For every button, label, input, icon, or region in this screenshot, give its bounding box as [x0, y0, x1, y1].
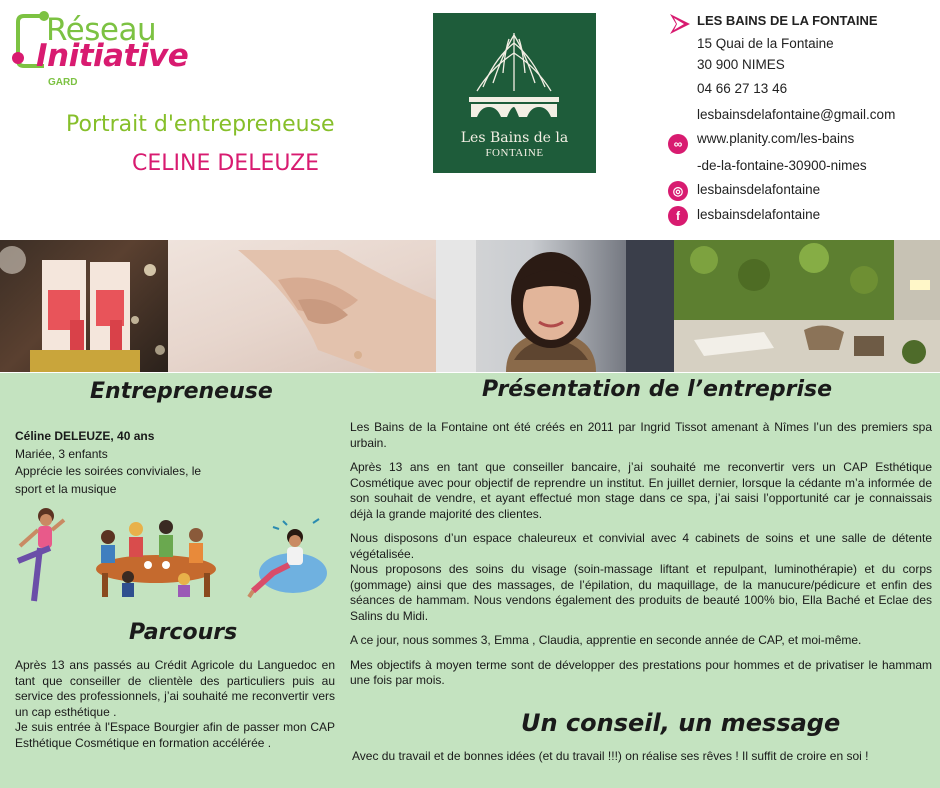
instagram-handle[interactable]: lesbainsdelafontaine — [697, 182, 821, 197]
relaxing-woman-illustration — [243, 515, 329, 599]
website-link-part1[interactable]: www.planity.com/les-bains — [697, 131, 855, 146]
fountain-icon — [433, 13, 596, 128]
content-panel — [0, 373, 940, 788]
parcours-paragraph1: Après 13 ans passés au Crédit Agricole du Languedoc en tant que conseiller de clientèle des particuliers puis au service des professionnels, j’ai souhaité me reconvertir vers un cap esthétique . — [15, 658, 335, 719]
conseil-message: Avec du travail et de bonnes idées (et du travail !!!) on réalise ses rêves ! Il suffit de croire en soi ! — [352, 749, 869, 763]
presentation-text — [350, 420, 932, 689]
portrait-title: Portrait d'entrepreneuse — [66, 112, 335, 137]
fitness-woman-illustration — [10, 506, 74, 606]
facebook-icon: f — [668, 206, 688, 226]
logo-text-initiative: Initiative — [36, 38, 189, 74]
facebook-handle[interactable]: lesbainsdelafontaine — [697, 207, 821, 222]
products-photo — [0, 240, 168, 372]
email-link[interactable]: lesbainsdelafontaine@gmail.com — [697, 107, 896, 122]
website-link-part2[interactable]: -de-la-fontaine-30900-nimes — [697, 158, 867, 173]
photo-strip — [0, 240, 940, 372]
logo-text-reseau: Réseau — [46, 12, 157, 48]
arrow-right-icon — [668, 13, 692, 35]
presentation-paragraph6: Mes objectifs à moyen terme sont de développer des prestations pour hommes et de privatiser le hammam une fois par mois. — [350, 657, 932, 687]
portrait-photo — [436, 240, 674, 372]
reseau-initiative-logo — [10, 8, 210, 98]
instagram-icon: ◎ — [668, 181, 688, 201]
brand-line2: FONTAINE — [485, 147, 544, 159]
link-icon: ∞ — [668, 134, 688, 154]
presentation-paragraph3: Nous disposons d’un espace chaleureux et convivial avec 4 cabinets de soins et une salle de détente végétalisée. — [350, 531, 932, 561]
friends-dinner-illustration — [88, 515, 223, 599]
spa-room-photo — [674, 240, 940, 372]
bio-hobbies-line1: Apprécie les soirées conviviales, le — [15, 464, 202, 478]
presentation-heading: Présentation de l’entreprise — [482, 377, 833, 402]
parcours-paragraph2: Je suis entrée à l'Espace Bourgier afin de passer mon CAP Esthétique Cosmétique en formation accélérée . — [15, 720, 335, 750]
bio-family: Mariée, 3 enfants — [15, 446, 108, 461]
parcours-heading: Parcours — [129, 620, 238, 645]
presentation-paragraph1: Les Bains de la Fontaine ont été créés en 2011 par Ingrid Tissot amenant à Nîmes l’un des premiers spa urbain. — [350, 420, 932, 450]
presentation-paragraph2: Après 13 ans en tant que conseiller bancaire, j’ai souhaité me reconvertir vers un CAP Esthétique Cosmétique avec pour objectif de reprendre un institut. En juillet dernier, lorsque la cédante m’a informée de son souhait de vendre, et ayant effectué mon stage dans ce spa, j’ai saisi l’opportunité car je connaissais déjà la grande majorité des clientes. — [350, 460, 932, 521]
address-city: 30 900 NIMES — [697, 57, 785, 72]
bio-block — [15, 428, 225, 498]
entrepreneuse-heading: Entrepreneuse — [90, 379, 273, 404]
logo-text-gard: GARD — [48, 77, 78, 88]
brand-line1: Les Bains de la — [460, 130, 569, 146]
business-name: LES BAINS DE LA FONTAINE — [697, 13, 878, 28]
person-name: CELINE DELEUZE — [132, 151, 320, 176]
bio-hobbies-line2: sport et la musique — [15, 481, 117, 496]
bains-fontaine-logo — [433, 13, 596, 173]
presentation-paragraph5: A ce jour, nous sommes 3, Emma , Claudia, apprentie en seconde année de CAP, et moi-même. — [350, 633, 862, 647]
bio-name: Céline DELEUZE, 40 ans — [15, 429, 155, 443]
parcours-text — [15, 658, 335, 751]
address-street: 15 Quai de la Fontaine — [697, 36, 834, 51]
presentation-paragraph4: Nous proposons des soins du visage (soin-massage liftant et repulpant, luminothérapie) et du corps (gommage) ainsi que des massages, de l’épilation, du maquillage, de la manucure/pédicure et enfin des séances de hammam. Nous vendons également des produits de beauté 100% bio, Ella Baché et Eclae des Salins du Midi. — [350, 562, 932, 623]
massage-photo — [168, 240, 436, 372]
phone-number[interactable]: 04 66 27 13 46 — [697, 81, 788, 96]
conseil-heading: Un conseil, un message — [521, 709, 841, 737]
